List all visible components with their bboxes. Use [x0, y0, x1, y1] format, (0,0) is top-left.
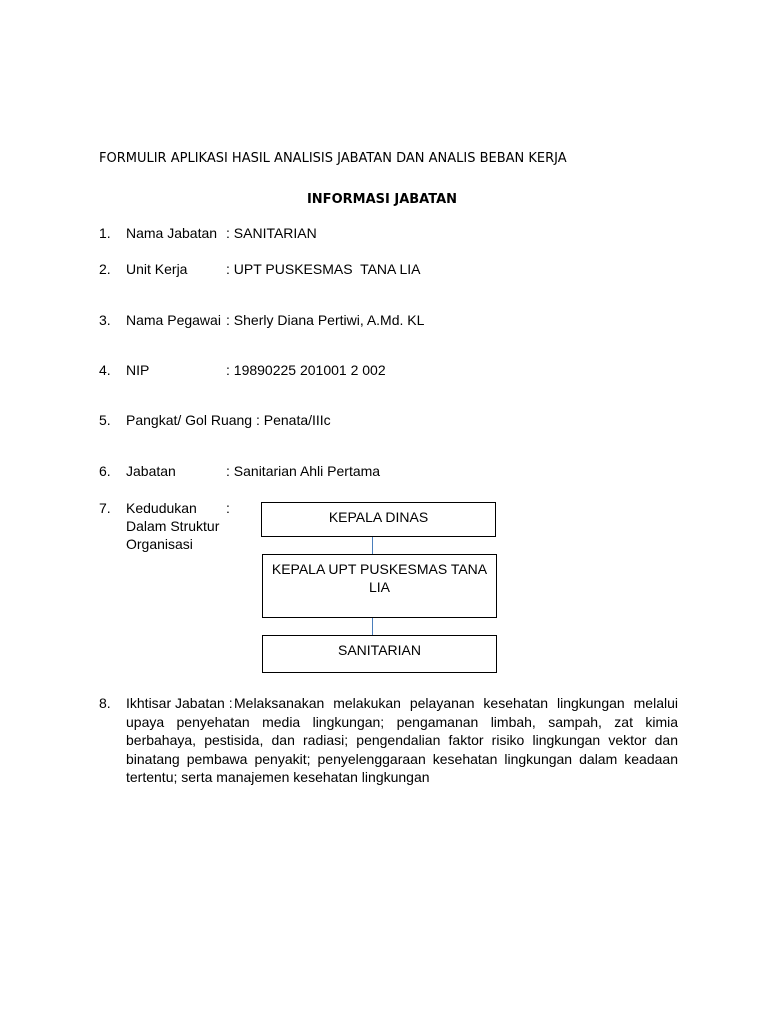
field-kedudukan-label [126, 499, 219, 553]
field-label: Nama Pegawai [126, 312, 221, 328]
field-ikhtisar-label: Ikhtisar Jabatan : [126, 695, 233, 711]
ikhtisar-jabatan-text: Melaksanakan melakukan pelayanan kesehatan lingkungan melalui upaya penyehatan media lingkungan; pengamanan limbah, sampah, zat kimia berbahaya, pestisida, dan radiasi; pengendalian faktor risiko lingkungan vektor dan binatang pembawa penyakit; penyelenggaraan kesehatan lingkungan dalam keadaan tertentu; serta manajemen kesehatan lingkungan [126, 695, 678, 785]
org-box-sanitarian [262, 635, 497, 673]
item-number: 5. [99, 412, 111, 428]
field-text: Pangkat/ Gol Ruang : Penata/IIIc [126, 412, 331, 428]
field-value: : Sherly Diana Pertiwi, A.Md. KL [226, 312, 425, 328]
document-title: FORMULIR APLIKASI HASIL ANALISIS JABATAN DAN ANALIS BEBAN KERJA [99, 151, 567, 166]
org-box-label: KEPALA DINAS [328, 509, 429, 525]
item-number: 4. [99, 362, 111, 378]
field-label: Nama Jabatan [126, 225, 218, 241]
org-box-label: SANITARIAN [338, 642, 421, 658]
item-number: 3. [99, 312, 111, 328]
field-label: Unit Kerja [126, 261, 188, 277]
org-box-label-line: KEPALA UPT PUSKESMAS TANA [271, 561, 488, 577]
item-number: 7. [99, 500, 111, 516]
org-connector-line [372, 537, 373, 554]
field-value: : SANITARIAN [226, 225, 317, 241]
field-value: : Sanitarian Ahli Pertama [226, 463, 381, 479]
field-label: NIP [126, 362, 150, 378]
field-value: : 19890225 201001 2 002 [226, 362, 386, 378]
item-number: 6. [99, 463, 111, 479]
item-number: 8. [99, 695, 111, 711]
org-box-label-line: LIA [368, 579, 390, 595]
item-number: 2. [99, 261, 111, 277]
org-connector-line [372, 618, 373, 635]
label-line: Organisasi [126, 536, 193, 552]
field-value: : UPT PUSKESMAS TANA LIA [226, 261, 421, 277]
label-line: Dalam Struktur [126, 518, 220, 534]
label-line: Kedudukan [126, 500, 197, 516]
org-box-kepala-dinas [261, 502, 496, 537]
field-label: Jabatan [126, 463, 176, 479]
field-colon: : [226, 500, 230, 516]
section-heading: INFORMASI JABATAN [306, 192, 458, 207]
item-number: 1. [99, 225, 111, 241]
org-box-kepala-upt [262, 554, 497, 618]
